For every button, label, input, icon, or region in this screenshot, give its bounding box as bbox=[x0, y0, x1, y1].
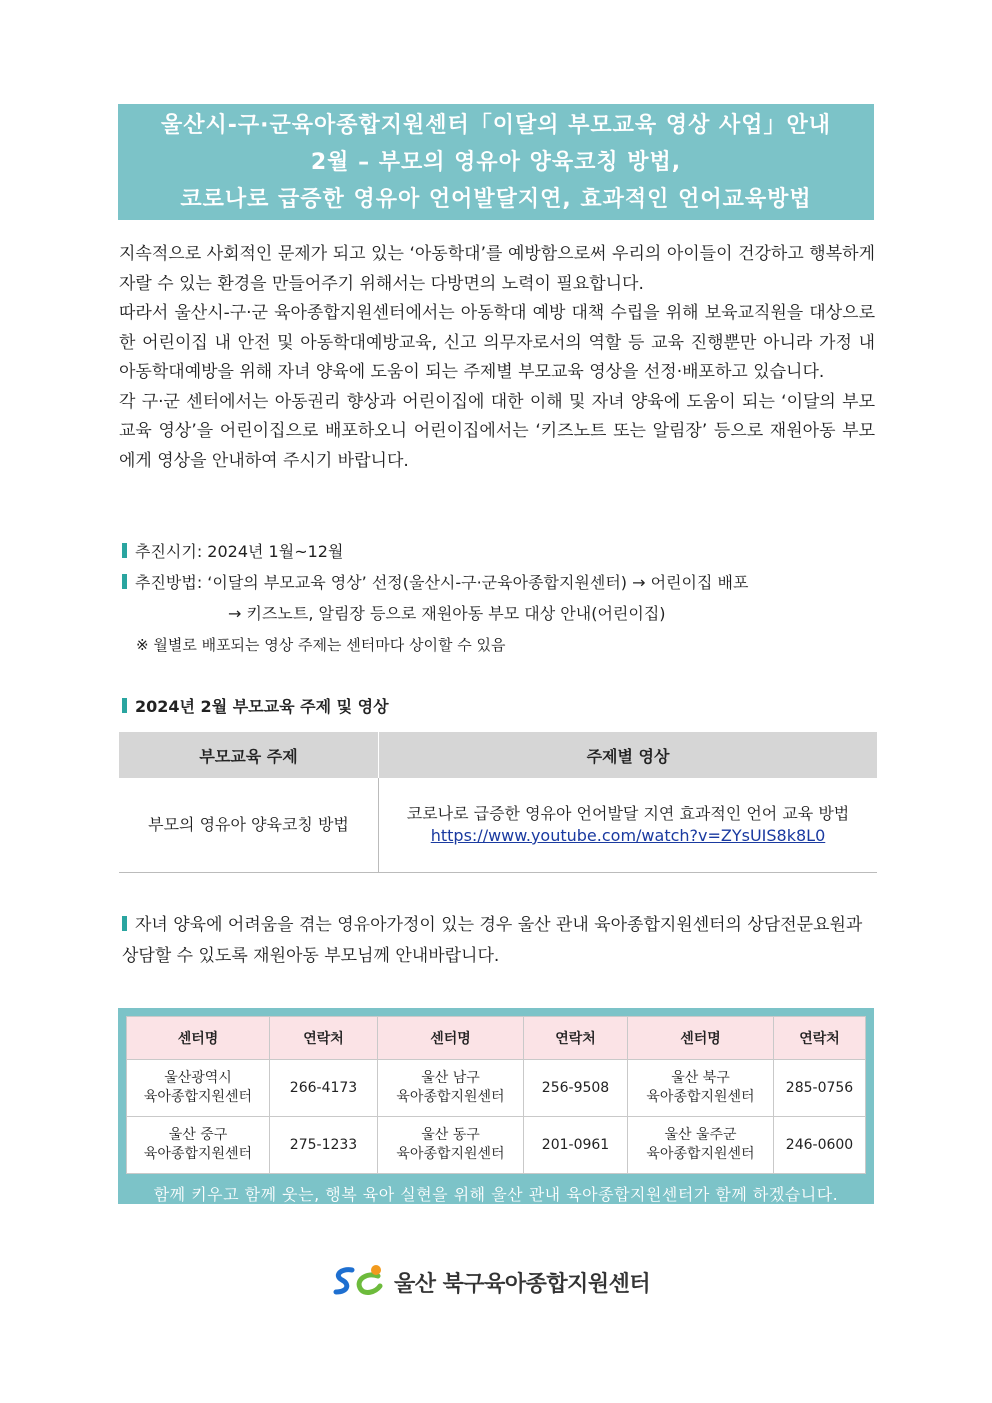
contact-header-phone-2: 연락처 bbox=[524, 1017, 628, 1060]
intro-paragraph-2: 따라서 울산시-구·군 육아종합지원센터에서는 아동학대 예방 대책 수립을 위해 보육교직원을 대상으로 한 어린이집 내 안전 및 아동학대예방교육, 신고 의무자로서의 역할 등 교육 진행뿐만 아니라 가정 내 아동학대예방을 위해 자녀 양육에 도움이 되는 주제별 부모교육 영상을 선정·배포하고 있습니다. bbox=[119, 303, 875, 382]
info-period-text: 추진시기: 2024년 1월~12월 bbox=[135, 542, 344, 561]
contact-header-phone-3: 연락처 bbox=[774, 1017, 866, 1060]
center-phone: 246-0600 bbox=[774, 1117, 866, 1174]
section-title bbox=[122, 694, 389, 717]
table-row bbox=[127, 1117, 866, 1174]
contact-footer: 함께 키우고 함께 웃는, 행복 육아 실현을 위해 울산 관내 육아종합지원센터가 함께 하겠습니다. bbox=[153, 1185, 839, 1204]
bullet-marker-icon bbox=[122, 574, 127, 589]
contact-header-center-1: 센터명 bbox=[127, 1017, 270, 1060]
intro-paragraph-3: 각 구·군 센터에서는 아동권리 향상과 어린이집에 대한 이해 및 자녀 양육에 도움이 되는 ‘이달의 부모교육 영상’을 어린이집으로 배포하오니 어린이집에서는 ‘키즈노트 또는 알림장’ 등으로 재원아동 부모에게 영상을 안내하여 주시기 바랍니다. bbox=[119, 391, 875, 471]
center-name bbox=[628, 1117, 774, 1174]
title-line-3: 코로나로 급증한 영유아 언어발달지연, 효과적인 언어교육방법 bbox=[180, 187, 812, 212]
center-name-line-1: 울산광역시 bbox=[164, 1070, 232, 1086]
title-line-1: 울산시-구·군육아종합지원센터「이달의 부모교육 영상 사업」안내 bbox=[160, 113, 832, 138]
bullet-marker-icon bbox=[122, 698, 127, 713]
info-method bbox=[122, 570, 748, 593]
center-name-line-2: 육아종합지원센터 bbox=[143, 1089, 253, 1105]
table-row bbox=[127, 1060, 866, 1117]
logo-text: 울산 북구육아종합지원센터 bbox=[394, 1271, 651, 1297]
center-name-line-1: 울산 북구 bbox=[671, 1070, 730, 1086]
info-period bbox=[122, 539, 343, 562]
contact-header-row bbox=[127, 1017, 866, 1060]
center-name-line-2: 육아종합지원센터 bbox=[646, 1146, 755, 1162]
center-logo bbox=[330, 1262, 650, 1302]
info-note: ※ 월별로 배포되는 영상 주제는 센터마다 상이할 수 있음 bbox=[136, 636, 506, 654]
title-line-2: 2월 – 부모의 영유아 양육코칭 방법, bbox=[310, 150, 682, 175]
center-name-line-2: 육아종합지원센터 bbox=[396, 1146, 505, 1162]
center-name-line-2: 육아종합지원센터 bbox=[646, 1089, 755, 1105]
intro-paragraph-1: 지속적으로 사회적인 문제가 되고 있는 ‘아동학대’를 예방함으로써 우리의 아이들이 건강하고 행복하게 자랄 수 있는 환경을 만들어주기 위해서는 다방면의 노력이 필요합니다. bbox=[119, 244, 875, 294]
notice bbox=[122, 910, 874, 972]
center-phone: 285-0756 bbox=[774, 1060, 866, 1117]
info-method-text: 추진방법: ‘이달의 부모교육 영상’ 선정(울산시-구·군육아종합지원센터) → 어린이집 배포 bbox=[135, 573, 749, 592]
section-title-text: 2024년 2월 부모교육 주제 및 영상 bbox=[135, 697, 389, 716]
center-name bbox=[378, 1117, 524, 1174]
bullet-marker-icon bbox=[122, 543, 127, 558]
center-name-line-1: 울산 울주군 bbox=[664, 1127, 737, 1143]
center-logo-icon bbox=[330, 1262, 388, 1302]
center-phone: 256-9508 bbox=[524, 1060, 628, 1117]
edu-header-topic: 부모교육 주제 bbox=[119, 732, 379, 778]
education-table bbox=[119, 732, 877, 873]
center-name bbox=[628, 1060, 774, 1117]
edu-topic-text: 부모의 영유아 양육코칭 방법 bbox=[148, 815, 349, 834]
center-name-line-1: 울산 동구 bbox=[421, 1127, 480, 1143]
notice-text: 자녀 양육에 어려움을 겪는 영유아가정이 있는 경우 울산 관내 육아종합지원센터의 상담전문요원과 상담할 수 있도록 재원아동 부모님께 안내바랍니다. bbox=[122, 915, 863, 966]
center-name bbox=[127, 1060, 270, 1117]
center-name bbox=[378, 1060, 524, 1117]
contact-table bbox=[126, 1016, 866, 1174]
center-name-line-1: 울산 남구 bbox=[421, 1070, 480, 1086]
contact-header-center-2: 센터명 bbox=[378, 1017, 524, 1060]
intro-text bbox=[119, 240, 875, 476]
video-link[interactable]: https://www.youtube.com/watch?v=ZYsUIS8k8L0 bbox=[430, 826, 826, 845]
edu-video-title: 코로나로 급증한 영유아 언어발달 지연 효과적인 언어 교육 방법 bbox=[406, 804, 850, 823]
center-phone: 266-4173 bbox=[270, 1060, 378, 1117]
edu-header-video: 주제별 영상 bbox=[379, 732, 878, 778]
info-method-continued: → 키즈노트, 알림장 등으로 재원아동 부모 대상 안내(어린이집) bbox=[228, 604, 666, 623]
contact-header-phone-1: 연락처 bbox=[270, 1017, 378, 1060]
title-banner bbox=[118, 104, 874, 220]
contact-header-center-3: 센터명 bbox=[628, 1017, 774, 1060]
center-name-line-1: 울산 중구 bbox=[168, 1127, 228, 1143]
center-name-line-2: 육아종합지원센터 bbox=[396, 1089, 505, 1105]
bullet-marker-icon bbox=[122, 916, 127, 931]
edu-video-cell bbox=[379, 778, 878, 873]
contact-box bbox=[118, 1008, 874, 1204]
center-phone: 275-1233 bbox=[270, 1117, 378, 1174]
edu-topic-cell bbox=[119, 778, 379, 873]
center-name bbox=[127, 1117, 270, 1174]
center-phone: 201-0961 bbox=[524, 1117, 628, 1174]
center-name-line-2: 육아종합지원센터 bbox=[143, 1146, 253, 1162]
